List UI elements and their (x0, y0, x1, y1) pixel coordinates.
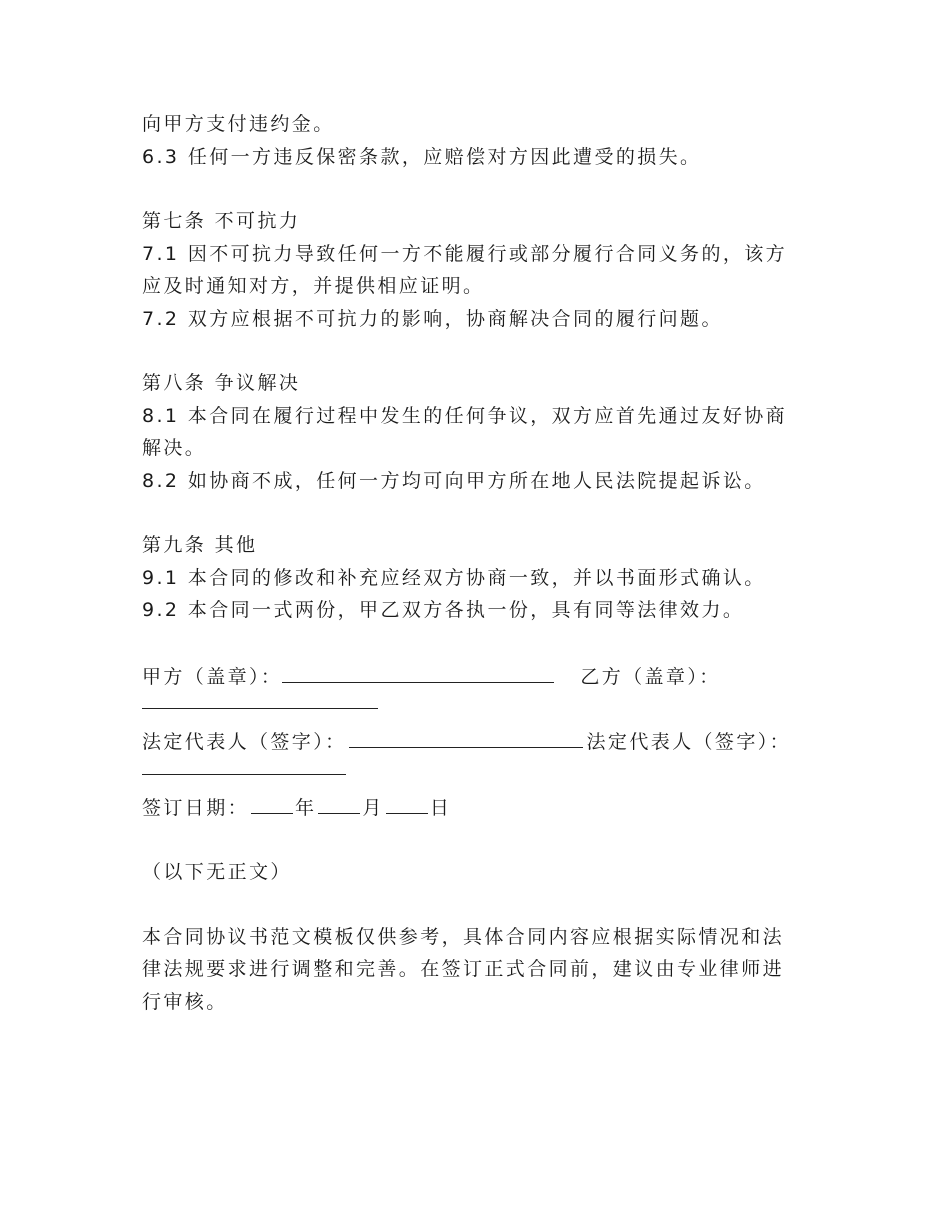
day-blank[interactable] (386, 793, 428, 814)
rep-b-label: 法定代表人（签字）： (586, 731, 792, 753)
article-7-title: 第七条 不可抗力 (142, 210, 301, 232)
rep-a-label: 法定代表人（签字）： (142, 731, 347, 753)
day-unit: 日 (429, 796, 452, 819)
party-a-seal-blank[interactable] (282, 662, 554, 683)
disclaimer-line-2: 律法规要求进行调整和完善。在签订正式合同前，建议由专业律师进 (142, 958, 785, 980)
article-8-title: 第八条 争议解决 (142, 372, 301, 394)
clause-8-1-line-2: 解决。 (142, 437, 207, 459)
representative-signature-row (142, 726, 842, 759)
party-b-seal-blank[interactable] (142, 693, 378, 709)
clause-9-2: 9.2 本合同一式两份，甲乙双方各执一份，具有同等法律效力。 (142, 599, 745, 621)
rep-b-sign-blank[interactable] (142, 759, 346, 775)
disclaimer-line-1: 本合同协议书范文模板仅供参考，具体合同内容应根据实际情况和法 (142, 925, 785, 948)
month-blank[interactable] (318, 793, 360, 814)
disclaimer-line-3: 行审核。 (142, 990, 228, 1013)
no-further-text: （以下无正文） (142, 861, 292, 883)
month-unit: 月 (362, 796, 384, 819)
party-b-label: 乙方（盖章）： (580, 665, 721, 688)
article-9-title: 第九条 其他 (142, 534, 258, 556)
clause-7-2: 7.2 双方应根据不可抗力的影响，协商解决合同的履行问题。 (142, 307, 723, 330)
document-page (142, 108, 842, 1018)
signing-date-row (142, 792, 842, 825)
year-blank[interactable] (251, 793, 293, 814)
clause-6-2-continuation: 向甲方支付违约金。 (142, 113, 335, 135)
clause-8-1-line-1: 8.1 本合同在履行过程中发生的任何争议，双方应首先通过友好协商 (142, 404, 788, 427)
clause-9-1: 9.1 本合同的修改和补充应经双方协商一致，并以书面形式确认。 (142, 566, 766, 589)
rep-a-sign-blank[interactable] (349, 727, 583, 748)
clause-8-2: 8.2 如协商不成，任何一方均可向甲方所在地人民法院提起诉讼。 (142, 469, 766, 492)
year-unit: 年 (295, 796, 317, 819)
clause-6-3: 6.3 任何一方违反保密条款，应赔偿对方因此遭受的损失。 (142, 145, 702, 168)
party-signature-row (142, 661, 842, 694)
party-a-label: 甲方（盖章）： (142, 665, 283, 688)
clause-7-1-line-2: 应及时通知对方，并提供相应证明。 (142, 275, 485, 297)
clause-7-1-line-1: 7.1 因不可抗力导致任何一方不能履行或部分履行合同义务的，该方 (142, 242, 788, 265)
date-label: 签订日期： (142, 796, 250, 819)
